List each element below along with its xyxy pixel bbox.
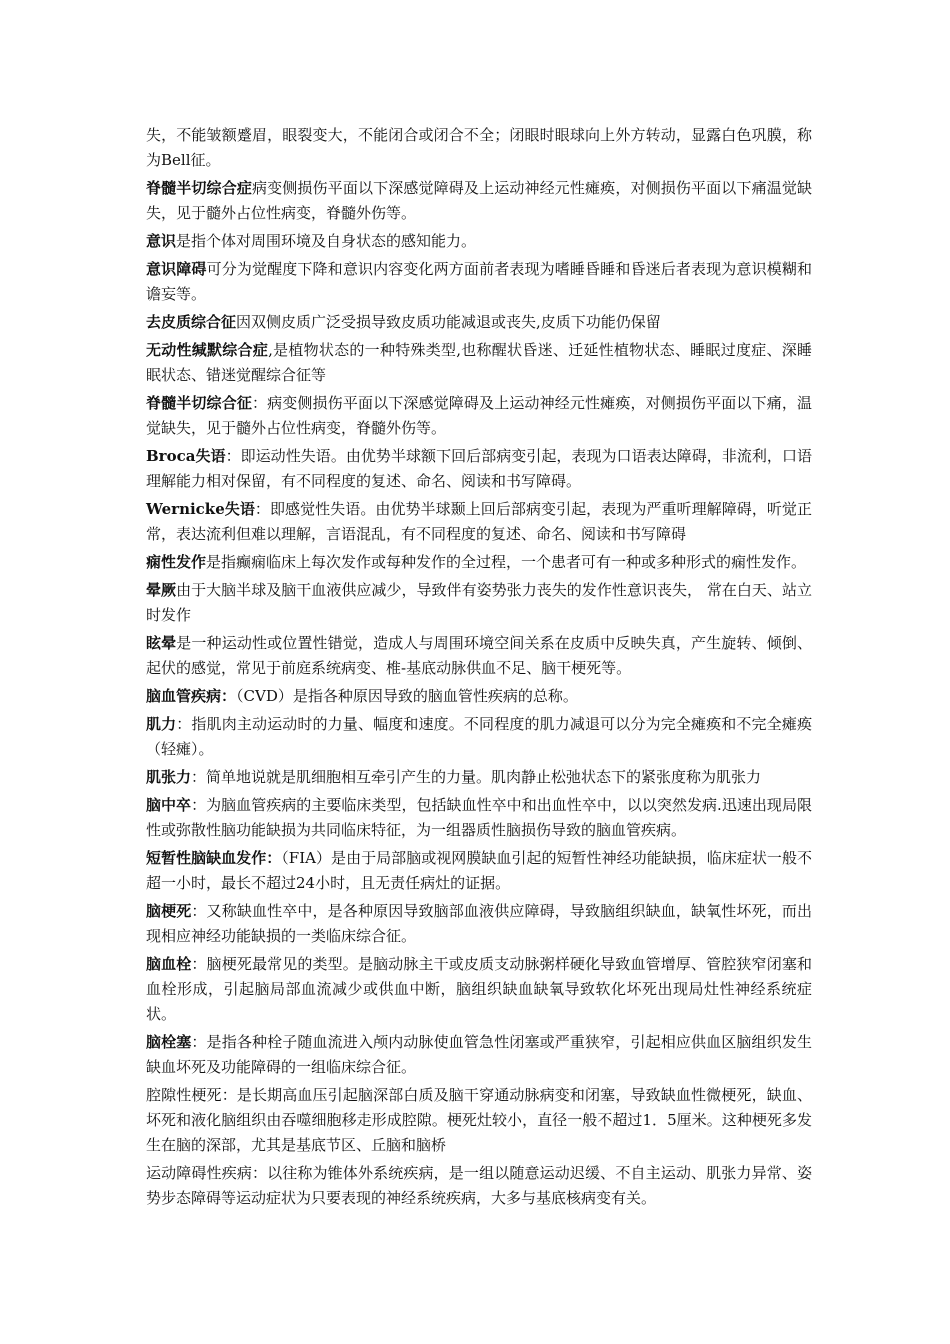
term: 脑栓塞 xyxy=(146,1033,192,1051)
definition: ：指肌肉主动运动时的力量、幅度和速度。不同程度的肌力减退可以分为完全瘫痪和不完全瘫痪（轻瘫）。 xyxy=(146,715,812,758)
term: 肌力 xyxy=(146,715,177,733)
paragraph-syncope xyxy=(146,578,812,628)
paragraph-consciousness xyxy=(146,229,812,254)
definition: ：即感觉性失语。由优势半球颞上回后部病变引起，表现为严重听理解障碍，听觉正常，表达流利但难以理解，言语混乱，有不同程度的复述、命名、阅读和书写障碍 xyxy=(146,500,812,543)
definition: 由于大脑半球及脑干血液供应减少，导致伴有姿势张力丧失的发作性意识丧失， 常在白天、站立时发作 xyxy=(146,581,812,624)
definition: 因双侧皮质广泛受损导致皮质功能减退或丧失,皮质下功能仍保留 xyxy=(236,313,661,331)
definition: 病变侧损伤平面以下深感觉障碍及上运动神经元性瘫痪，对侧损伤平面以下痛温觉缺失，见于髓外占位性病变，脊髓外伤等。 xyxy=(146,179,812,222)
term: 意识障碍 xyxy=(146,260,207,278)
paragraph-consciousness-disorder xyxy=(146,257,812,307)
term: 去皮质综合征 xyxy=(146,313,237,331)
paragraph-stroke xyxy=(146,793,812,843)
paragraph-movement-disorders xyxy=(146,1161,812,1211)
definition: 是指个体对周围环境及自身状态的感知能力。 xyxy=(176,232,477,250)
term: 脑梗死 xyxy=(146,902,192,920)
definition: ：为脑血管疾病的主要临床类型，包括缺血性卒中和出血性卒中，以以突然发病.迅速出现局限性或弥散性脑功能缺损为共同临床特征，为一组器质性脑损伤导致的脑血管疾病。 xyxy=(146,796,812,839)
paragraph-cerebrovascular-disease xyxy=(146,684,812,709)
definition: ：病变侧损伤平面以下深感觉障碍及上运动神经元性瘫痪，对侧损伤平面以下痛，温觉缺失，见于髓外占位性病变，脊髓外伤等。 xyxy=(146,394,812,437)
paragraph-wernicke-aphasia xyxy=(146,497,812,547)
term: 无动性缄默综合症 xyxy=(146,341,269,359)
paragraph-akinetic-mutism xyxy=(146,338,812,388)
term: 脑中卒 xyxy=(146,796,192,814)
definition: ：简单地说就是肌细胞相互牵引产生的力量。肌肉静止松弛状态下的紧张度称为肌张力 xyxy=(191,768,762,786)
term: 脑血管疾病： xyxy=(146,687,237,705)
paragraph-bell-sign xyxy=(146,123,812,173)
term: 脊髓半切综合征 xyxy=(146,394,252,412)
paragraph-spinal-hemisection-syndrome-2 xyxy=(146,391,812,441)
paragraph-spinal-hemisection-syndrome xyxy=(146,176,812,226)
paragraph-decorticate-syndrome xyxy=(146,310,812,335)
definition: （FIA）是由于局部脑或视网膜缺血引起的短暂性神经功能缺损，临床症状一般不超一小时，最长不超过24小时，且无责任病灶的证据。 xyxy=(146,849,812,892)
term: 肌张力 xyxy=(146,768,192,786)
definition: ：又称缺血性卒中，是各种原因导致脑部血液供应障碍，导致脑组织缺血，缺氧性坏死，而出现相应神经功能缺损的一类临床综合征。 xyxy=(146,902,812,945)
definition: 是指癫痫临床上每次发作或每种发作的全过程，一个患者可有一种或多种形式的痫性发作。 xyxy=(206,553,807,571)
term: 痫性发作 xyxy=(146,553,207,571)
definition: （CVD）是指各种原因导致的脑血管性疾病的总称。 xyxy=(236,687,578,705)
paragraph-cerebral-thrombosis xyxy=(146,952,812,1027)
paragraph-vertigo xyxy=(146,631,812,681)
term: 晕厥 xyxy=(146,581,177,599)
definition: ：即运动性失语。由优势半球额下回后部病变引起，表现为口语表达障碍，非流利，口语理解能力相对保留，有不同程度的复述、命名、阅读和书写障碍。 xyxy=(146,447,812,490)
definition: ：脑梗死最常见的类型。是脑动脉主干或皮质支动脉粥样硬化导致血管增厚、管腔狭窄闭塞和血栓形成，引起脑局部血流减少或供血中断，脑组织缺血缺氧导致软化坏死出现局灶性神经系统症状。 xyxy=(146,955,812,1023)
term: Wernicke失语 xyxy=(146,500,255,518)
definition: ,是植物状态的一种特殊类型,也称醒状昏迷、迁延性植物状态、睡眠过度症、深睡眠状态、错迷觉醒综合征等 xyxy=(146,341,812,384)
paragraph-tia xyxy=(146,846,812,896)
term: Broca失语 xyxy=(146,447,226,465)
definition: 可分为觉醒度下降和意识内容变化两方面前者表现为嗜睡昏睡和昏迷后者表现为意识模糊和谵妄等。 xyxy=(146,260,812,303)
paragraph-cerebral-infarction xyxy=(146,899,812,949)
paragraph-lacunar-infarction xyxy=(146,1083,812,1158)
definition: 运动障碍性疾病：以往称为锥体外系统疾病，是一组以随意运动迟缓、不自主运动、肌张力异常、姿势步态障碍等运动症状为只要表现的神经系统疾病，大多与基底核病变有关。 xyxy=(146,1164,812,1207)
paragraph-seizure xyxy=(146,550,812,575)
paragraph-cerebral-embolism xyxy=(146,1030,812,1080)
term: 脊髓半切综合症 xyxy=(146,179,252,197)
paragraph-muscle-tone xyxy=(146,765,812,790)
paragraph-muscle-strength xyxy=(146,712,812,762)
definition: 失，不能皱额蹙眉，眼裂变大，不能闭合或闭合不全；闭眼时眼球向上外方转动，显露白色巩膜，称为Bell征。 xyxy=(146,126,812,169)
term: 意识 xyxy=(146,232,177,250)
paragraph-broca-aphasia xyxy=(146,444,812,494)
term: 眩晕 xyxy=(146,634,177,652)
term: 脑血栓 xyxy=(146,955,192,973)
definition: 腔隙性梗死：是长期高血压引起脑深部白质及脑干穿通动脉病变和闭塞，导致缺血性微梗死，缺血、坏死和液化脑组织由吞噬细胞移走形成腔隙。梗死灶较小，直径一般不超过1．5厘米。这种梗死多发生在脑的深部，尤其是基底节区、丘脑和脑桥 xyxy=(146,1086,812,1154)
term: 短暂性脑缺血发作： xyxy=(146,849,282,867)
definition: ：是指各种栓子随血流进入颅内动脉使血管急性闭塞或严重狭窄，引起相应供血区脑组织发生缺血坏死及功能障碍的一组临床综合征。 xyxy=(146,1033,812,1076)
definition: 是一种运动性或位置性错觉，造成人与周围环境空间关系在皮质中反映失真，产生旋转、倾倒、起伏的感觉，常见于前庭系统病变、椎-基底动脉供血不足、脑干梗死等。 xyxy=(146,634,812,677)
